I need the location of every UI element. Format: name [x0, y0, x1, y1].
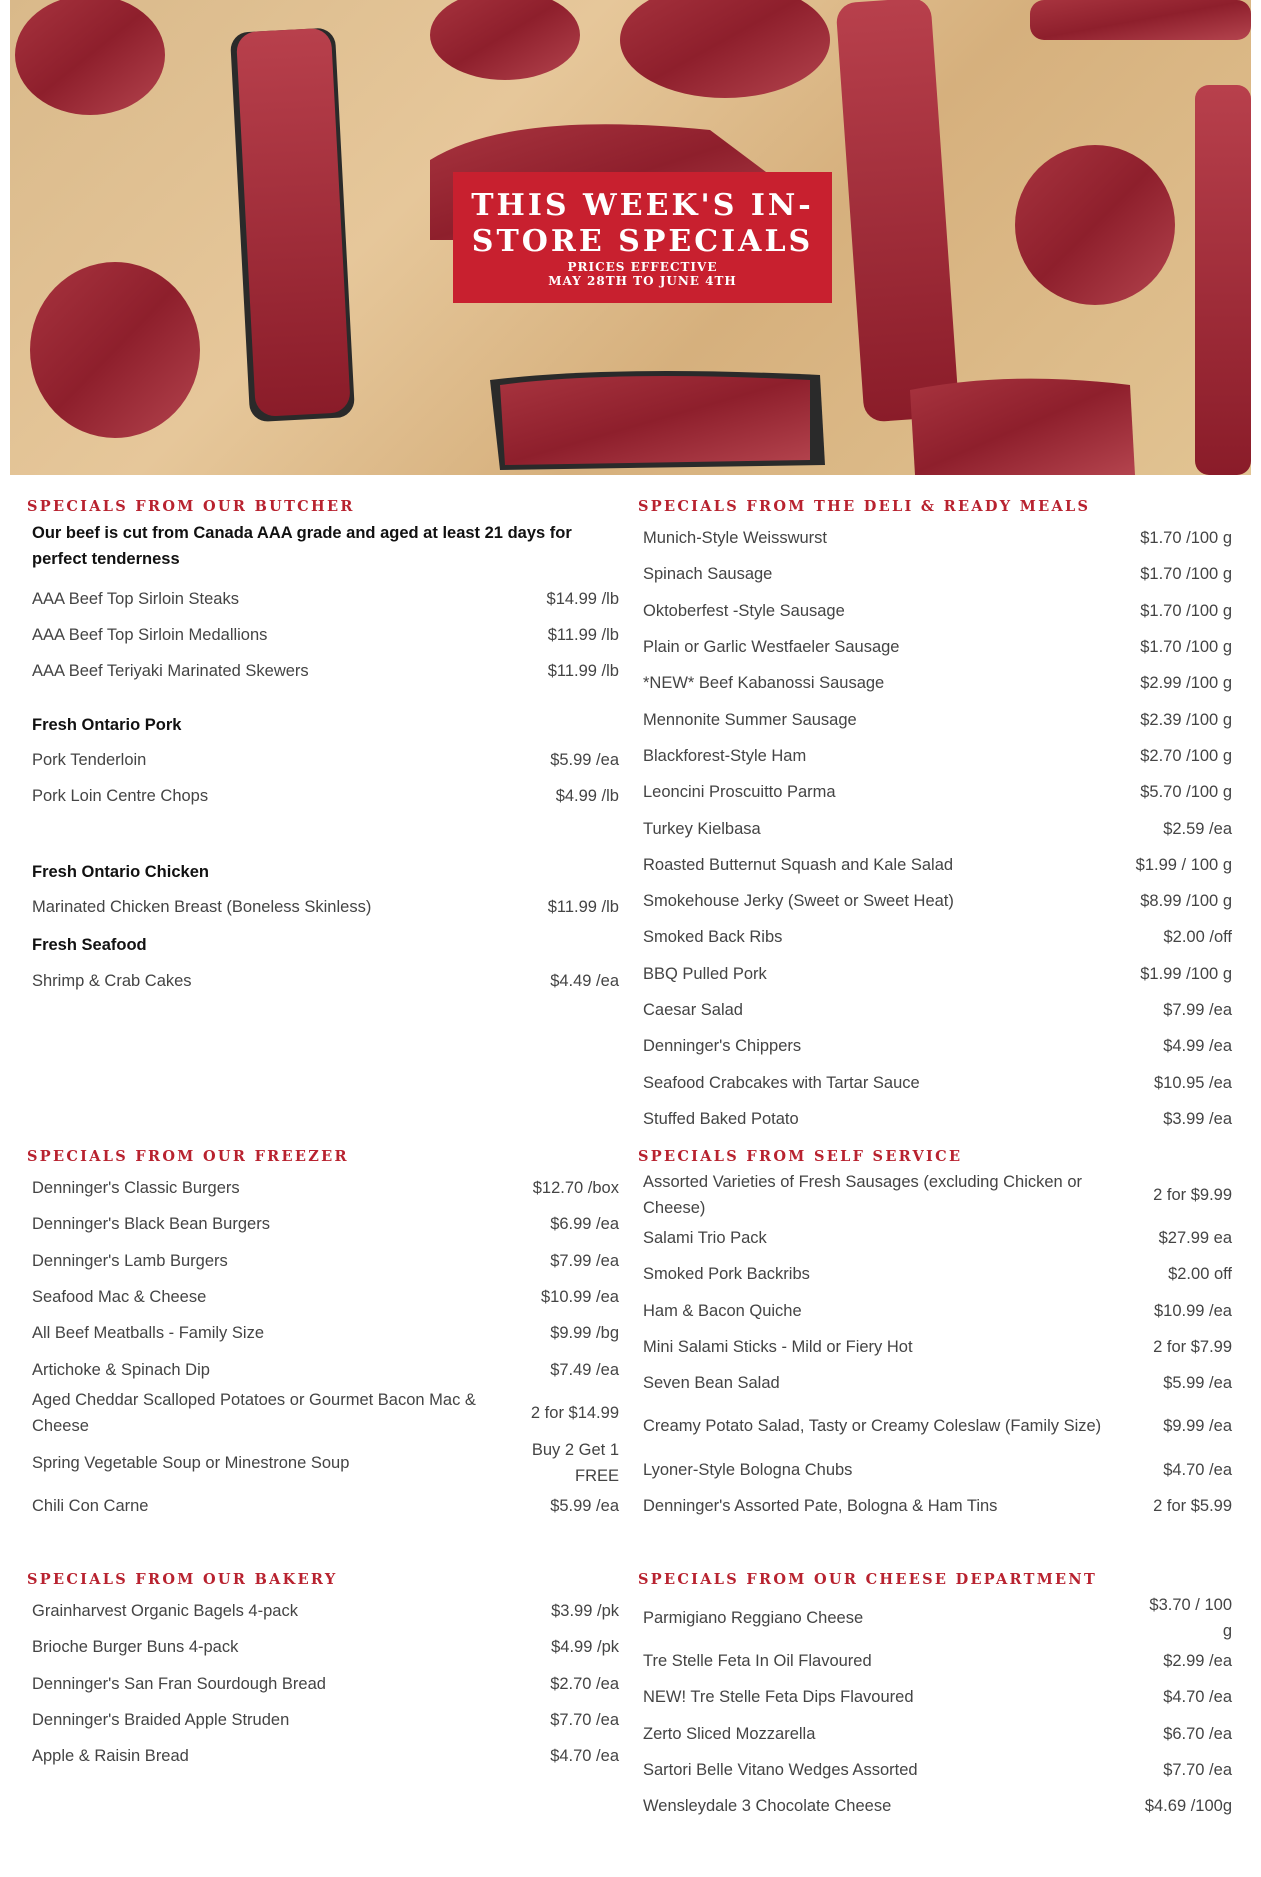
price-row	[638, 1488, 1232, 1524]
item-name: Denninger's Classic Burgers	[32, 1179, 240, 1198]
self-service-section	[638, 1144, 1232, 1524]
item-name: Smoked Back Ribs	[643, 928, 783, 947]
seafood-heading: Fresh Seafood	[32, 936, 147, 954]
item-name: NEW! Tre Stelle Feta Dips Flavoured	[643, 1688, 914, 1707]
item-price: $6.99 /ea	[550, 1215, 619, 1234]
price-row	[27, 1315, 619, 1351]
price-row	[27, 1351, 619, 1387]
item-price: $9.99 /ea	[1163, 1417, 1232, 1436]
item-name: Denninger's Lamb Burgers	[32, 1251, 228, 1270]
item-price: $1.70 /100 g	[1140, 565, 1232, 584]
item-name: Ham & Bacon Quiche	[643, 1301, 802, 1320]
price-row	[638, 847, 1232, 883]
item-price: 2 for $5.99	[1153, 1496, 1232, 1515]
price-row	[27, 1388, 619, 1438]
item-price: $2.00 /off	[1163, 928, 1232, 947]
item-name: Blackforest-Style Ham	[643, 746, 807, 765]
butcher-section	[27, 494, 619, 999]
item-price: $5.70 /100 g	[1140, 783, 1232, 802]
item-price: $2.99 /ea	[1163, 1652, 1232, 1671]
price-row	[638, 1401, 1232, 1451]
item-price: $3.70 / 100 g	[1149, 1596, 1232, 1640]
item-price: $4.99 /lb	[555, 787, 619, 805]
item-name: Chili Con Carne	[32, 1496, 149, 1515]
price-row	[638, 1220, 1232, 1256]
item-name: Smokehouse Jerky (Sweet or Sweet Heat)	[643, 892, 954, 911]
item-price: $7.99 /ea	[1163, 1001, 1232, 1019]
price-row	[638, 738, 1232, 774]
banner-subtitle-line1: PRICES EFFECTIVE	[567, 260, 718, 274]
item-name: Oktoberfest -Style Sausage	[643, 601, 845, 620]
item-price: $9.99 /bg	[550, 1324, 619, 1343]
bakery-section	[27, 1567, 619, 1774]
item-name: Marinated Chicken Breast (Boneless Skinless)	[32, 898, 372, 916]
price-row	[638, 1593, 1232, 1643]
item-price: $6.70 /ea	[1163, 1724, 1232, 1743]
price-row	[27, 742, 619, 778]
price-row	[27, 1243, 619, 1279]
item-name: Munich-Style Weisswurst	[643, 529, 827, 548]
item-price: $4.70 /ea	[550, 1747, 619, 1766]
price-row	[638, 992, 1232, 1028]
item-name: Creamy Potato Salad, Tasty or Creamy Coleslaw (Family Size)	[643, 1417, 1102, 1436]
item-name: Salami Trio Pack	[643, 1229, 767, 1248]
item-name: All Beef Meatballs - Family Size	[32, 1324, 264, 1343]
price-row	[638, 1788, 1232, 1824]
item-name: AAA Beef Top Sirloin Steaks	[32, 590, 239, 608]
item-price: $4.70 /ea	[1163, 1460, 1232, 1479]
item-price: $1.70 /100 g	[1140, 529, 1232, 548]
price-row	[27, 1206, 619, 1242]
item-price: $1.99 / 100 g	[1135, 855, 1232, 874]
item-price: $2.39 /100 g	[1140, 710, 1232, 729]
item-price: $3.99 /pk	[551, 1602, 619, 1621]
price-row	[27, 1702, 619, 1738]
item-price: $10.99 /ea	[1154, 1301, 1232, 1320]
freezer-section	[27, 1144, 619, 1524]
item-name: Turkey Kielbasa	[643, 819, 761, 838]
price-row	[638, 1451, 1232, 1487]
item-name: Pork Loin Centre Chops	[32, 787, 209, 805]
pork-heading: Fresh Ontario Pork	[32, 716, 182, 734]
item-name: Stuffed Baked Potato	[643, 1109, 799, 1128]
item-name: Artichoke & Spinach Dip	[32, 1360, 210, 1379]
item-name: Shrimp & Crab Cakes	[32, 972, 192, 990]
item-name: BBQ Pulled Pork	[643, 964, 767, 983]
price-row	[638, 1329, 1232, 1365]
item-name: Brioche Burger Buns 4-pack	[32, 1638, 239, 1657]
item-price: $2.59 /ea	[1163, 819, 1232, 838]
item-price: $4.99 /ea	[1163, 1037, 1232, 1056]
item-price: $8.99 /100 g	[1140, 892, 1232, 911]
item-name: Assorted Varieties of Fresh Sausages (excluding Chicken or Cheese)	[643, 1173, 1082, 1217]
price-row	[638, 629, 1232, 665]
item-price: $4.69 /100g	[1144, 1797, 1232, 1816]
price-row	[638, 810, 1232, 846]
item-price: 2 for $9.99	[1153, 1186, 1232, 1204]
deli-title: SPECIALS FROM THE DELI & READY MEALS	[638, 498, 1091, 515]
price-row	[638, 665, 1232, 701]
item-name: Grainharvest Organic Bagels 4-pack	[32, 1602, 298, 1621]
item-name: Apple & Raisin Bread	[32, 1747, 189, 1766]
deli-section	[638, 494, 1232, 1137]
item-price: $11.99 /lb	[547, 898, 619, 916]
price-row	[27, 1488, 619, 1524]
item-name: Mini Salami Sticks - Mild or Fiery Hot	[643, 1338, 913, 1357]
self-service-title: SPECIALS FROM SELF SERVICE	[638, 1148, 963, 1165]
item-price: Buy 2 Get 1 FREE	[531, 1440, 619, 1485]
item-price: $7.70 /ea	[1163, 1761, 1232, 1780]
item-name: Aged Cheddar Scalloped Potatoes or Gourmet Bacon Mac & Cheese	[32, 1390, 476, 1435]
item-price: $1.70 /100 g	[1140, 601, 1232, 620]
price-row	[27, 1438, 619, 1488]
chicken-heading: Fresh Ontario Chicken	[32, 863, 209, 881]
cheese-title: SPECIALS FROM OUR CHEESE DEPARTMENT	[638, 1571, 1098, 1588]
price-row	[638, 1064, 1232, 1100]
item-price: $7.70 /ea	[550, 1711, 619, 1730]
price-row	[638, 593, 1232, 629]
item-name: *NEW* Beef Kabanossi Sausage	[643, 674, 885, 693]
item-price: $5.99 /ea	[550, 751, 619, 769]
price-row	[27, 653, 619, 689]
price-row	[27, 889, 619, 925]
item-price: $1.70 /100 g	[1140, 638, 1232, 657]
price-row	[638, 1365, 1232, 1401]
item-name: Smoked Pork Backribs	[643, 1265, 810, 1284]
price-row	[638, 1752, 1232, 1788]
price-row	[638, 919, 1232, 955]
price-row	[27, 778, 619, 814]
item-price: $2.00 off	[1168, 1265, 1232, 1284]
price-row	[27, 1666, 619, 1702]
price-row	[638, 556, 1232, 592]
price-row	[638, 1679, 1232, 1715]
item-price: $27.99 ea	[1158, 1229, 1232, 1248]
price-row	[27, 963, 619, 999]
price-row	[638, 1028, 1232, 1064]
item-price: $11.99 /lb	[547, 626, 619, 644]
price-row	[638, 701, 1232, 737]
item-name: Sartori Belle Vitano Wedges Assorted	[643, 1761, 918, 1780]
item-name: Lyoner-Style Bologna Chubs	[643, 1460, 853, 1479]
item-name: Mennonite Summer Sausage	[643, 710, 857, 729]
specials-banner	[453, 172, 832, 303]
item-price: $4.70 /ea	[1163, 1688, 1232, 1707]
item-price: $3.99 /ea	[1163, 1109, 1232, 1128]
price-row	[27, 581, 619, 617]
item-price: $5.99 /ea	[1163, 1374, 1232, 1393]
item-price: $12.70 /box	[532, 1179, 619, 1198]
item-price: 2 for $14.99	[530, 1403, 619, 1422]
price-row	[27, 1593, 619, 1629]
item-name: Parmigiano Reggiano Cheese	[643, 1609, 864, 1627]
item-price: $11.99 /lb	[547, 662, 619, 680]
item-price: $5.99 /ea	[550, 1496, 619, 1515]
freezer-title: SPECIALS FROM OUR FREEZER	[27, 1148, 349, 1165]
price-row	[638, 1101, 1232, 1137]
item-price: $10.95 /ea	[1154, 1073, 1232, 1092]
item-price: $2.70 /ea	[550, 1674, 619, 1693]
banner-title: THIS WEEK'S IN-STORE SPECIALS	[471, 188, 814, 259]
item-price: $2.99 /100 g	[1140, 674, 1232, 693]
butcher-title: SPECIALS FROM OUR BUTCHER	[27, 498, 355, 515]
item-price: $7.99 /ea	[550, 1251, 619, 1270]
item-price: $1.99 /100 g	[1140, 964, 1232, 983]
bakery-title: SPECIALS FROM OUR BAKERY	[27, 1571, 338, 1588]
item-name: Zerto Sliced Mozzarella	[643, 1724, 816, 1743]
item-price: $7.49 /ea	[550, 1360, 619, 1379]
price-row	[638, 774, 1232, 810]
item-name: Tre Stelle Feta In Oil Flavoured	[643, 1652, 872, 1671]
item-name: Denninger's Chippers	[643, 1037, 802, 1056]
price-row	[27, 1170, 619, 1206]
hero-image	[10, 0, 1251, 475]
price-row	[638, 1643, 1232, 1679]
item-name: Roasted Butternut Squash and Kale Salad	[643, 855, 954, 874]
price-row	[638, 1170, 1232, 1220]
item-name: Seafood Mac & Cheese	[32, 1288, 207, 1307]
item-name: Seafood Crabcakes with Tartar Sauce	[643, 1073, 920, 1092]
item-name: Leoncini Proscuitto Parma	[643, 783, 836, 802]
item-price: $2.70 /100 g	[1140, 746, 1232, 765]
item-name: Caesar Salad	[643, 1001, 743, 1019]
item-name: Wensleydale 3 Chocolate Cheese	[643, 1797, 892, 1816]
item-name: Denninger's San Fran Sourdough Bread	[32, 1674, 326, 1693]
item-name: Pork Tenderloin	[32, 751, 147, 769]
item-name: Spring Vegetable Soup or Minestrone Soup	[32, 1453, 350, 1472]
price-row	[638, 1256, 1232, 1292]
item-price: 2 for $7.99	[1153, 1338, 1232, 1357]
price-row	[27, 1279, 619, 1315]
price-row	[27, 617, 619, 653]
price-row	[638, 883, 1232, 919]
price-row	[27, 1629, 619, 1665]
item-name: Seven Bean Salad	[643, 1374, 780, 1393]
item-price: $10.99 /ea	[541, 1288, 619, 1307]
item-price: $14.99 /lb	[546, 590, 619, 608]
item-price: $4.49 /ea	[550, 972, 619, 990]
item-name: Plain or Garlic Westfaeler Sausage	[643, 638, 900, 657]
price-row	[638, 956, 1232, 992]
cheese-section	[638, 1567, 1232, 1824]
price-row	[27, 1738, 619, 1774]
item-name: Spinach Sausage	[643, 565, 773, 584]
item-name: Denninger's Black Bean Burgers	[32, 1215, 270, 1234]
item-name: Denninger's Assorted Pate, Bologna & Ham Tins	[643, 1496, 998, 1515]
item-name: Denninger's Braided Apple Struden	[32, 1711, 290, 1730]
item-name: AAA Beef Top Sirloin Medallions	[32, 626, 268, 644]
price-row	[638, 1716, 1232, 1752]
price-row	[638, 1293, 1232, 1329]
item-name: AAA Beef Teriyaki Marinated Skewers	[32, 662, 309, 680]
banner-subtitle-line2: MAY 28TH TO JUNE 4TH	[548, 274, 737, 288]
price-row	[638, 520, 1232, 556]
item-price: $4.99 /pk	[551, 1638, 619, 1657]
butcher-intro: Our beef is cut from Canada AAA grade and aged at least 21 days for perfect tenderness	[32, 524, 572, 568]
